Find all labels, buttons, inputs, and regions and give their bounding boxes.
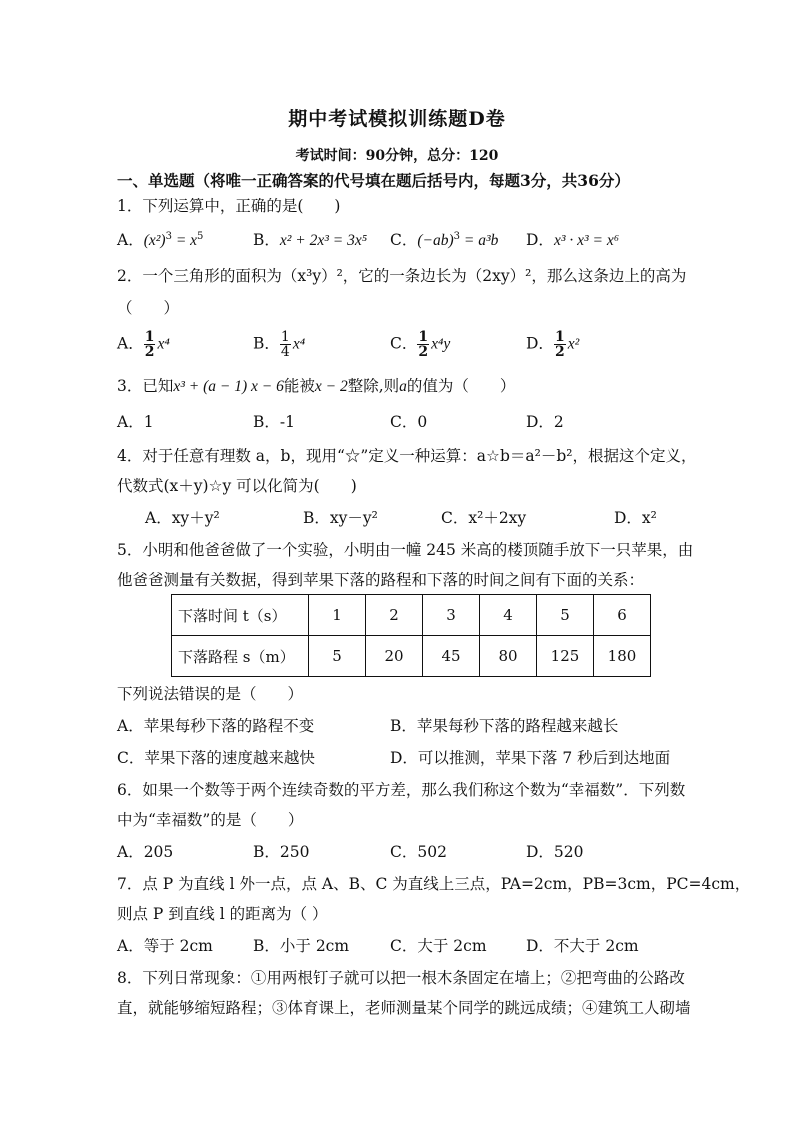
q1-option-a: A．$(x^2)^3 = x^5$ — [117, 230, 204, 249]
q3-option-c: C．0 — [390, 413, 428, 431]
table-cell: 2 — [366, 595, 423, 636]
q3-option-b: B．-1 — [253, 413, 295, 431]
table-cell: 45 — [423, 636, 480, 677]
q6-option-c: C．502 — [390, 843, 447, 861]
q1-option-d: D．x³ · x³ = x⁶ — [526, 231, 620, 249]
q7-stem: 7．点 P 为直线 l 外一点，点 A、B、C 为直线上三点，PA=2cm，PB=3cm，PC=4cm， — [117, 875, 751, 893]
q6-stem: 6．如果一个数等于两个连续奇数的平方差，那么我们称这个数为“幸福数”．下列数 — [117, 781, 686, 799]
q1-option-b: B．x² + 2x³ = 3x⁵ — [253, 231, 368, 249]
section-heading: 一、单选题（将唯一正确答案的代号填在题后括号内，每题3分，共36分） — [117, 171, 630, 190]
q1-option-c: C．$(-ab)^3 = a^3b$ — [390, 230, 499, 249]
q4-stem-cont: 代数式(x＋y)☆y 可以化简为( ) — [117, 477, 357, 495]
table-cell: 1 — [309, 595, 366, 636]
q7-option-c: C．大于 2cm — [390, 937, 487, 955]
q3-option-a: A．1 — [117, 413, 154, 431]
q7-option-a: A．等于 2cm — [117, 937, 213, 955]
q6-option-d: D．520 — [526, 843, 584, 861]
exam-info: 考试时间：90分钟，总分：120 — [295, 148, 499, 164]
q5-option-c: C．苹果下落的速度越来越快 — [117, 749, 315, 767]
q1-stem: 1．下列运算中，正确的是( ) — [117, 197, 341, 215]
table-cell: 5 — [309, 636, 366, 677]
table-row-header: 下落路程 s（m） — [172, 636, 309, 677]
q3-stem: 3．已知x³ + (a − 1) x − 6能被x − 2整除,则a的值为（ ） — [117, 377, 516, 395]
q5-option-d: D．可以推测，苹果下落 7 秒后到达地面 — [390, 749, 671, 767]
q4-option-b: B．xy－y² — [303, 509, 378, 527]
q2-option-a: A． $\frac{1}{2}$ x⁴ — [117, 329, 170, 360]
q5-question: 下列说法错误的是（ ） — [117, 685, 304, 703]
table-row-header: 下落时间 t（s） — [172, 595, 309, 636]
table-cell: 80 — [480, 636, 537, 677]
q4-option-a: A．xy＋y² — [145, 509, 220, 527]
fall-data-table — [171, 594, 651, 677]
table-cell: 3 — [423, 595, 480, 636]
q5-stem: 5．小明和他爸爸做了一个实验，小明由一幢 245 米高的楼顶随手放下一只苹果，由 — [117, 541, 694, 559]
q5-stem-cont: 他爸爸测量有关数据，得到苹果下落的路程和下落的时间之间有下面的关系： — [117, 571, 645, 589]
table-cell: 125 — [537, 636, 594, 677]
q8-stem-cont: 直，就能够缩短路程；③体育课上，老师测量某个同学的跳远成绩；④建筑工人砌墙 — [117, 999, 691, 1017]
page-title: 期中考试模拟训练题D卷 — [288, 108, 506, 130]
q3-option-d: D．2 — [526, 413, 564, 431]
table-cell: 5 — [537, 595, 594, 636]
q7-option-d: D．不大于 2cm — [526, 937, 639, 955]
q7-stem-cont: 则点 P 到直线 l 的距离为（ ） — [117, 905, 328, 923]
q5-option-b: B．苹果每秒下落的路程越来越长 — [390, 717, 619, 735]
q4-option-d: D．x² — [614, 509, 657, 527]
table-cell: 4 — [480, 595, 537, 636]
q2-option-b: B． $\frac{1}{4}$ x⁴ — [253, 329, 306, 360]
q6-option-b: B．250 — [253, 843, 310, 861]
q2-option-c: C． $\frac{1}{2}$ x⁴y — [390, 329, 451, 360]
q7-option-b: B．小于 2cm — [253, 937, 350, 955]
q4-option-c: C．x²＋2xy — [441, 509, 527, 527]
table-row — [172, 636, 651, 677]
q6-stem-cont: 中为“幸福数”的是（ ） — [117, 811, 304, 829]
q2-stem: 2．一个三角形的面积为（x³y）²，它的一条边长为（2xy）²，那么这条边上的高为 — [117, 267, 687, 285]
q8-stem: 8．下列日常现象：①用两根钉子就可以把一根木条固定在墙上；②把弯曲的公路改 — [117, 969, 685, 987]
q2-stem-cont: （ ） — [117, 299, 180, 317]
q4-stem: 4．对于任意有理数 a，b，现用“☆”定义一种运算：a☆b＝a²－b²，根据这个定义， — [117, 447, 697, 465]
q2-option-d: D． $\frac{1}{2}$ x² — [526, 329, 580, 360]
table-cell: 6 — [594, 595, 651, 636]
q5-option-a: A．苹果每秒下落的路程不变 — [117, 717, 315, 735]
table-cell: 20 — [366, 636, 423, 677]
q6-option-a: A．205 — [117, 843, 174, 861]
table-row — [172, 595, 651, 636]
table-cell: 180 — [594, 636, 651, 677]
